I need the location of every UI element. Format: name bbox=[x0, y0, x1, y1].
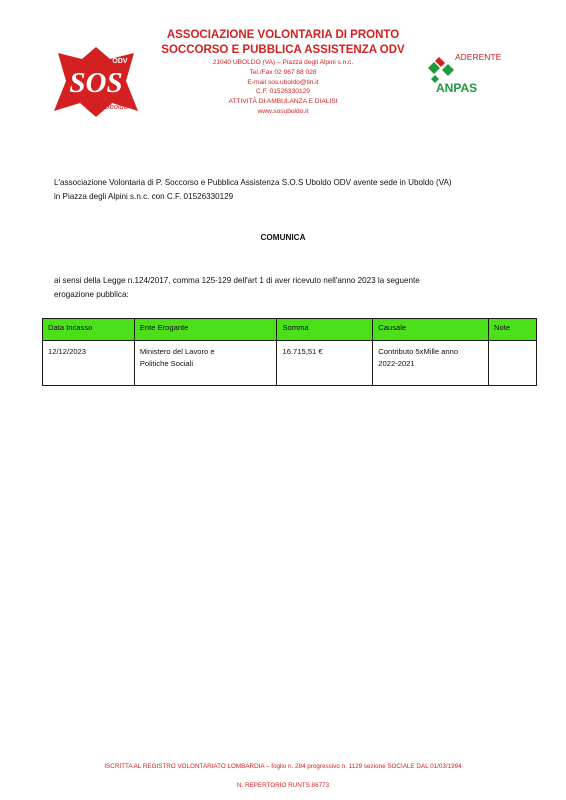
sos-uboldo-logo bbox=[52, 45, 140, 119]
header-somma: Somma bbox=[277, 319, 373, 341]
intro-line1: L'associazione Volontaria di P. Soccorso e Pubblica Assistenza S.O.S Uboldo ODV avente sede in Uboldo (VA) bbox=[54, 178, 452, 187]
footer-line1: ISCRITTA AL REGISTRO VOLONTARIATO LOMBARDIA – foglio n. 284 progressivo n. 1129 sezione SOCIALE DAL 01/03/1994 bbox=[104, 763, 462, 770]
cell-causale bbox=[373, 341, 489, 386]
footer-line2: N. REPERTORIO RUNTS 86773 bbox=[236, 782, 330, 789]
law-line1: ai sensi della Legge n.124/2017, comma 125-129 dell'art 1 di aver ricevuto nell'anno 2023 la seguente bbox=[54, 276, 420, 285]
cell-ente bbox=[134, 341, 277, 386]
header-activity: ATTIVITÀ DI AMBULANZA E DIALISI bbox=[228, 98, 338, 106]
association-header bbox=[150, 28, 416, 117]
header-phone: Tel./Fax 02 967 88 028 bbox=[249, 68, 317, 76]
cell-causale-line2: 2022-2021 bbox=[378, 359, 415, 368]
header-address: 21040 UBOLDO (VA) – Piazza degli Alpini s.n.c. bbox=[212, 59, 354, 66]
header-email: E-mail sos.uboldo@tin.it bbox=[247, 78, 319, 86]
cell-ente-line1: Ministero del Lavoro e bbox=[139, 347, 215, 356]
logo-odv-text: ODV bbox=[112, 58, 128, 65]
cell-causale-line1: Contributo 5xMille anno bbox=[378, 347, 459, 356]
comunica-heading: COMUNICA bbox=[260, 233, 306, 242]
logo-town-text: Uboldo bbox=[104, 102, 128, 111]
header-title-line2: SOCCORSO E PUBBLICA ASSISTENZA ODV bbox=[161, 44, 405, 56]
anpas-brand-label: ANPAS bbox=[436, 81, 478, 95]
logo-sos-text: SOS bbox=[69, 67, 123, 99]
header-title-line1: ASSOCIAZIONE VOLONTARIA DI PRONTO bbox=[166, 29, 400, 41]
cell-somma: 16.715,51 € bbox=[277, 341, 373, 386]
registry-footer bbox=[0, 757, 566, 795]
cell-ente-line2: Politiche Sociali bbox=[139, 359, 194, 368]
anpas-aderente-label: ADERENTE bbox=[455, 52, 502, 62]
header-website: www.sosuboldo.it bbox=[257, 107, 309, 115]
header-causale: Causale bbox=[373, 319, 489, 341]
header-cf: C.F. 01526330129 bbox=[256, 88, 310, 96]
intro-paragraph bbox=[54, 176, 524, 204]
header-data-incasso: Data Incasso bbox=[43, 319, 135, 341]
cell-date: 12/12/2023 bbox=[43, 341, 135, 386]
anpas-logo bbox=[423, 48, 513, 96]
law-paragraph bbox=[54, 274, 524, 302]
table-row bbox=[43, 341, 537, 386]
cell-note bbox=[489, 341, 537, 386]
law-line2: erogazione pubblica: bbox=[54, 290, 129, 299]
table-header-row bbox=[43, 319, 537, 341]
header-ente-erogante: Ente Erogante bbox=[134, 319, 277, 341]
erogazione-table bbox=[42, 318, 537, 386]
intro-line2: in Piazza degli Alpini s.n.c. con C.F. 01526330129 bbox=[54, 192, 234, 201]
header-note: Note bbox=[489, 319, 537, 341]
